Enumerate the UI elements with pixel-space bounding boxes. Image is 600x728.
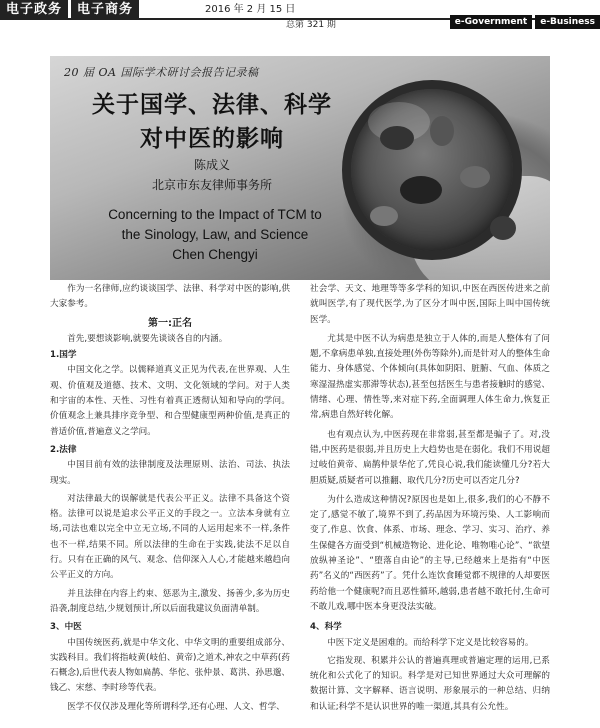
paragraph-science-2: 它指发现、积累并公认的普遍真理或普遍定理的运用,已系统化和公式化了的知识。科学是对已知世界通过大众可理解的数据计算、文字解释、语言说明、形象展示的一种总结、归纳和认证;科学不是认识世界的唯一渠道,其具有公允性。: [310, 655, 550, 712]
paragraph-r1: 社会学、天文、地理等等多学科的知识,中医在西医传进来之前就叫医学,有了现代医学,为了区分才叫中医,国际上叫中国传统医学。: [310, 284, 550, 325]
title-line-2: 对中医的影响: [140, 126, 284, 152]
en-title-line-2: the Sinology, Law, and Science: [121, 227, 309, 242]
author-organization: 北京市东友律师事务所: [151, 178, 272, 192]
hero-banner: [50, 56, 550, 280]
subheading-tcm: 3、中医: [50, 622, 82, 633]
paragraph-law-1: 中国目前有效的法律制度及法理原则、法治、司法、执法现实。: [50, 460, 290, 486]
right-column: [310, 282, 550, 715]
author-name: 陈成义: [193, 158, 230, 172]
header-en-sections: [447, 15, 600, 29]
en-tag-ebiz: e-Business: [535, 15, 600, 29]
paragraph-r2: 尤其是中医不认为病患是独立于人体的,而是人整体有了问题,不拿病患单独,直接处理(外伤等除外),而是针对人的整体生命能力、身体感觉、个体倾向(具体如阴阳、脏腑、气血、体质之寒湿湿热虚实那滞等状态),甚至包括医生与患者接触时的感觉、情绪、心理、情性等,来对症下药,全面调理人体生命力,恢复正常,病患自然好转化解。: [310, 333, 550, 421]
herb-icon: [400, 176, 442, 204]
section-title: 第一:正名: [148, 317, 192, 329]
en-tag-egov: e-Government: [450, 15, 532, 29]
paragraph-science-1: 中医下定义是困难的。而给科学下定义是比较容易的。: [327, 637, 534, 648]
paragraph-law-3: 并且法律在内容上约束、惩恶为主,激发、扬善少,多为历史沿袭,制度总结,少规划预计,所以后面我建议负面清单制。: [50, 588, 290, 614]
paragraph-r3: 也有观点认为,中医药现在非常弱,甚至都是骗子了。对,没错,中医药是很弱,并且历史上大趋势也是在弱化。我们不用说超过岐伯黄帝、扁鹊仲景华佗了,凭良心说,我们能读懂几分?若大胆质疑,质疑者可以推翻、取代几分?历史可以否定几分?: [310, 429, 550, 486]
subheading-law: 2.法律: [50, 444, 77, 455]
en-title-line-1: Concerning to the Impact of TCM to: [108, 207, 322, 222]
issue-date: 2016 年 2 月 15 日: [205, 4, 296, 15]
page-header: [0, 0, 600, 34]
issue-number: 总第 321 期: [286, 20, 336, 30]
paragraph-sinology: 中国文化之学。以儒释道真义正见为代表,在世界观、人生观、价值观及道德、技术、文明、文化领域的学问。对于人类和宇宙的本性、天性、习性有着真正透彻认知和导向的学问。价值观念上兼具排序竞争型、和合型健康型两种价值,是真正的普适价值,普遍意义之学问。: [50, 365, 290, 437]
herb-icon: [490, 216, 516, 240]
section-intro: 首先,要想谈影响,就要先谈谈各自的内涵。: [67, 333, 228, 344]
en-author: Chen Chengyi: [172, 247, 258, 262]
paragraph-tcm-2: 医学不仅仅涉及理化等所谓科学,还有心理、人文、哲学、: [67, 701, 285, 712]
herb-icon: [460, 166, 490, 188]
paragraph-r4: 为什么造成这种情况?原因也是如上,很多,我们的心不静不定了,感觉不敏了,境界不到了,药品因为环境污染、人工影响而变了,作息、饮食、体系、市场、理念、学习、实习、治疗、养生保健各方面受到“机械造物论、进化论、唯物唯心论”、“欲望放纵神圣论”、“堕落自由论”的主导,已经越来上是指有“中医药”名义的“西医药”了。凭什么连饮食睡觉都不规律的人却要医药给他一个健康呢?而且恶性循环,越弱,患者越不敢托付,生命可不敢儿戏,哪中医本身更没法实破。: [310, 494, 550, 612]
header-sections: [0, 0, 142, 20]
herb-icon: [430, 116, 454, 146]
paragraph-tcm-1: 中国传统医药,就是中华文化、中华文明的重要组成部分、实践科目。我们将指岐黄(岐伯、黄帝)之道术,神农之中草药(药石概念),后世代表人物如扁鹊、华佗、张仲景、葛洪、孙思邈、钱乙、宋慈、李时珍等代表。: [50, 637, 290, 694]
conference-caption: 20 届 OA 国际学术研讨会报告记录稿: [64, 66, 259, 79]
subheading-sinology: 1.国学: [50, 350, 77, 361]
intro-paragraph: 作为一名律师,应约谈谈国学、法律、科学对中医的影响,供大家参考。: [50, 284, 290, 310]
title-line-1: 关于国学、法律、科学: [92, 92, 332, 118]
paragraph-law-2: 对法律最大的误解就是代表公平正义。法律不具备这个资格。法律可以说是追求公平正义的手段之一。立法本身就有立场,司法也难以完全中立无立场,不同的人运用起来不一样,条件也不一样,结果不同。所以法律的生命在于实践,徒法不足以自行。只有在正确的风气、观念、信仰深入人心,才能越来越趋向公平正义的方向。: [50, 493, 290, 581]
subheading-science: 4、科学: [310, 622, 342, 633]
section-tag-ebiz: 电子商务: [71, 0, 139, 20]
section-tag-egov: 电子政务: [0, 0, 68, 20]
herb-icon: [380, 126, 414, 150]
left-column: [50, 282, 290, 715]
